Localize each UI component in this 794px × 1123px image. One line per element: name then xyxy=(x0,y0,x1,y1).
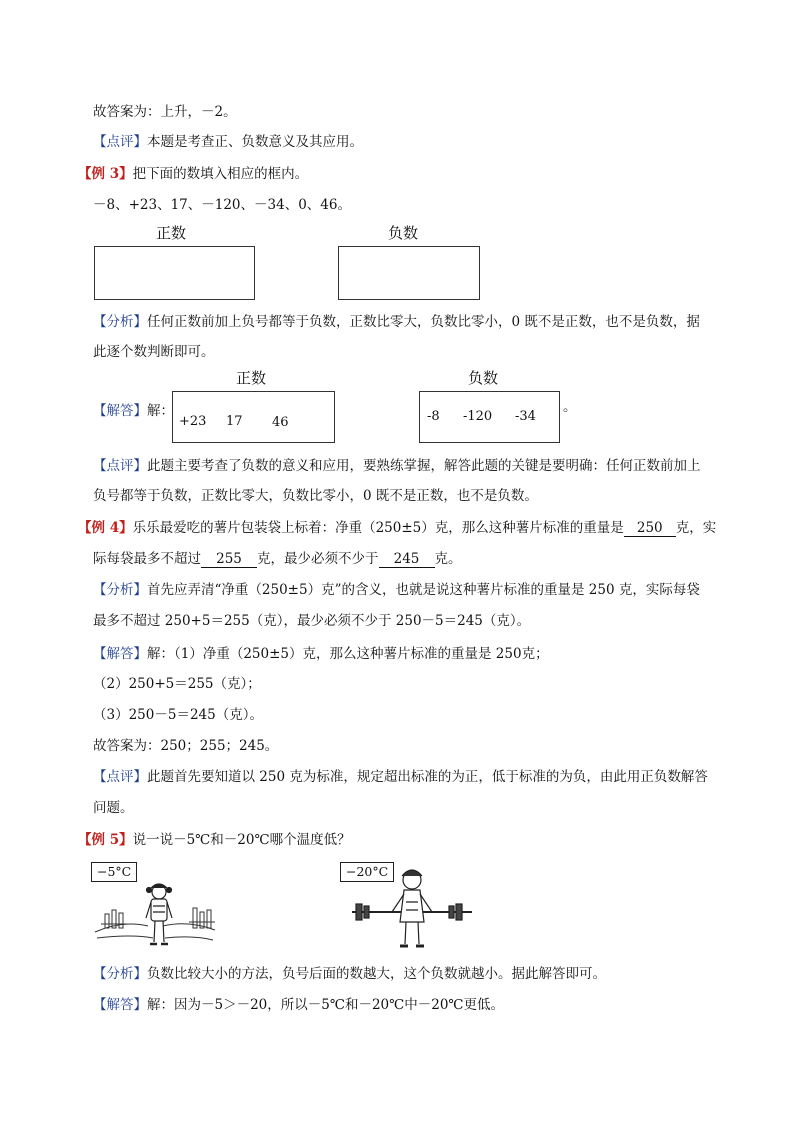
negative-value: -120 xyxy=(463,409,493,424)
example-4-comment-line-1 xyxy=(93,767,708,787)
positive-value: 17 xyxy=(226,414,243,429)
positive-value: +23 xyxy=(179,414,207,429)
example-5-analysis xyxy=(93,964,606,984)
comment-text: 此题主要考查了负数的意义和应用，要熟练掌握，解答此题的关键是要明确：任何正数前加上 xyxy=(147,458,701,474)
example-4-question-line-2 xyxy=(93,549,462,569)
answer-tag: 【解答】 xyxy=(93,997,147,1013)
analysis-tag: 【分析】 xyxy=(93,582,147,598)
question-text: 克，实 xyxy=(675,520,717,536)
positive-value: 46 xyxy=(272,415,289,430)
answer-text: 解：因为－5＞－20，所以－5℃和－20℃中－20℃更低。 xyxy=(147,997,505,1013)
positive-answer-title: 正数 xyxy=(236,369,267,387)
negative-value: -8 xyxy=(427,409,440,424)
answer-blank: 245 xyxy=(379,551,435,568)
question-text: 乐乐最爱吃的薯片包装袋上标着：净重（250±5）克，那么这种薯片标准的重量是 xyxy=(132,520,624,536)
example-4-question-line-1 xyxy=(78,518,716,538)
comment-text: 此题首先要知道以 250 克为标准，规定超出标准的为正，低于标准的为负，由此用正负数解答 xyxy=(147,769,708,785)
answer-suffix: 。 xyxy=(563,399,577,415)
example-3-question-text: 把下面的数填入相应的框内。 xyxy=(132,166,309,182)
example-3-numbers: －8、+23、17、－120、－34、0、46。 xyxy=(93,197,351,213)
positive-empty-box xyxy=(94,246,255,300)
analysis-tag: 【分析】 xyxy=(93,966,147,982)
question-text: 克。 xyxy=(434,551,462,567)
negative-value: -34 xyxy=(515,409,536,424)
example-4-analysis-line-1 xyxy=(93,580,700,600)
example-3-tag: 【例 3】 xyxy=(78,166,133,182)
answer-line: 故答案为：上升，－2。 xyxy=(93,104,237,120)
answer-prefix: 解： xyxy=(147,403,174,419)
boy-weightlifting-illustration xyxy=(350,866,475,952)
comment-line xyxy=(93,132,363,152)
analysis-text: 负数比较大小的方法，负号后面的数越大，这个负数就越小。据此解答即可。 xyxy=(147,966,606,982)
analysis-tag: 【分析】 xyxy=(93,314,147,330)
example-3-comment-line-1 xyxy=(93,456,701,476)
answer-blank: 250 xyxy=(624,520,676,537)
negative-answer-box xyxy=(419,391,560,443)
question-text: 说一说－5℃和－20℃哪个温度低？ xyxy=(132,832,351,848)
example-3-question xyxy=(78,164,308,184)
analysis-text: 任何正数前加上负号都等于负数，正数比零大，负数比零小，0 既不是正数，也不是负数，据 xyxy=(147,314,700,330)
answer-tag: 【解答】 xyxy=(93,403,147,419)
comment-tag: 【点评】 xyxy=(93,458,147,474)
temperature-label-minus-5: −5°C xyxy=(91,862,137,882)
question-text: 际每袋最多不超过 xyxy=(93,551,201,567)
comment-tag: 【点评】 xyxy=(93,769,147,785)
example-4-tag: 【例 4】 xyxy=(78,520,133,536)
question-text: 克，最少必须不少于 xyxy=(257,551,379,567)
example-4-result: 故答案为：250；255；245。 xyxy=(93,738,279,754)
example-5-question xyxy=(78,830,351,850)
answer-blank: 255 xyxy=(201,551,257,568)
answer-text: 解：（1）净重（250±5）克，那么这种薯片标准的重量是 250克； xyxy=(147,646,549,662)
example-4-comment-line-2: 问题。 xyxy=(93,800,134,816)
example-4-answer-line-3: （3）250－5＝245（克）。 xyxy=(93,707,263,723)
example-4-answer-line-1 xyxy=(93,644,549,664)
answer-tag: 【解答】 xyxy=(93,646,147,662)
temperature-label-minus-20: −20°C xyxy=(340,862,394,882)
example-3-answer-label xyxy=(93,401,174,421)
comment-text: 本题是考查正、负数意义及其应用。 xyxy=(147,134,363,150)
negative-box-title: 负数 xyxy=(388,224,419,242)
example-3-analysis-line-2: 此逐个数判断即可。 xyxy=(93,344,215,360)
example-5-answer xyxy=(93,995,504,1015)
example-4-analysis-line-2: 最多不超过 250+5＝255（克），最少必须不少于 250－5＝245（克）。 xyxy=(93,613,531,629)
comment-tag: 【点评】 xyxy=(93,134,147,150)
example-3-analysis-line-1 xyxy=(93,312,700,332)
example-4-answer-line-2: （2）250+5＝255（克）； xyxy=(93,676,261,692)
positive-box-title: 正数 xyxy=(156,224,187,242)
example-3-comment-line-2: 负号都等于负数，正数比零大，负数比零小，0 既不是正数，也不是负数。 xyxy=(93,488,538,504)
analysis-text: 首先应弄清“净重（250±5）克”的含义，也就是说这种薯片标准的重量是 250 克，实际每袋 xyxy=(147,582,700,598)
negative-answer-title: 负数 xyxy=(468,369,499,387)
positive-answer-box xyxy=(172,391,335,443)
negative-empty-box xyxy=(338,246,480,300)
girl-snow-illustration xyxy=(93,880,218,952)
example-5-tag: 【例 5】 xyxy=(78,832,133,848)
